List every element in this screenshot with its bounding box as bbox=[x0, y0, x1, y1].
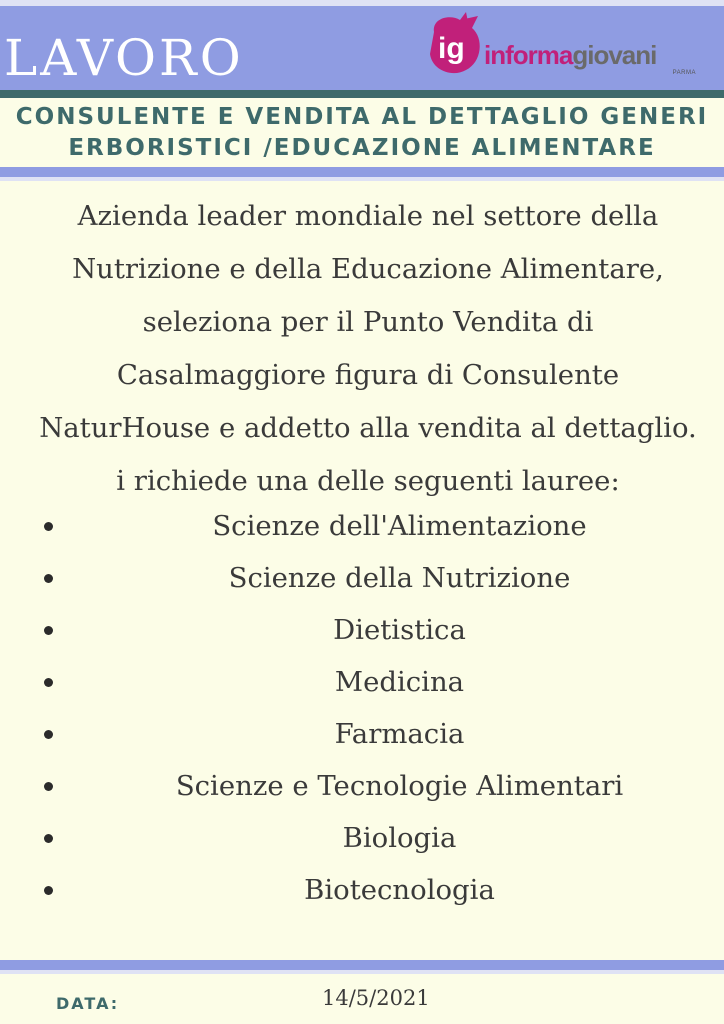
section-title: LAVORO bbox=[4, 29, 244, 87]
bullet-icon bbox=[44, 886, 53, 895]
bullet-icon bbox=[44, 522, 53, 531]
date-value: 14/5/2021 bbox=[322, 986, 430, 1010]
date-label: DATA: bbox=[56, 994, 120, 1013]
degree-label: Scienze e Tecnologie Alimentari bbox=[175, 770, 624, 802]
divider-light-bottom bbox=[0, 970, 724, 974]
description-line: Azienda leader mondiale nel settore della bbox=[77, 200, 659, 232]
svg-text:ig: ig bbox=[438, 32, 465, 65]
list-item bbox=[0, 604, 724, 656]
bullet-icon bbox=[44, 834, 53, 843]
list-item bbox=[0, 864, 724, 916]
degree-label: Farmacia bbox=[334, 718, 465, 750]
description-line: i richiede una delle seguenti lauree: bbox=[116, 465, 620, 497]
divider-blue-top bbox=[0, 167, 724, 177]
logo-word-giovani: giovani bbox=[572, 40, 657, 70]
degree-label: Scienze dell'Alimentazione bbox=[212, 510, 587, 542]
bullet-icon bbox=[44, 730, 53, 739]
logo-word-informa: informa bbox=[484, 40, 573, 70]
divider-light-top bbox=[0, 177, 724, 181]
degree-label: Scienze della Nutrizione bbox=[228, 562, 571, 594]
bullet-icon bbox=[44, 782, 53, 791]
description-line: Nutrizione e della Educazione Alimentare, bbox=[72, 253, 664, 285]
degree-label: Dietistica bbox=[333, 614, 466, 646]
list-item bbox=[0, 500, 724, 552]
bullet-icon bbox=[44, 626, 53, 635]
logo-subtitle: PARMA bbox=[672, 70, 696, 76]
list-item bbox=[0, 552, 724, 604]
job-title bbox=[0, 102, 724, 164]
list-item bbox=[0, 656, 724, 708]
list-item bbox=[0, 760, 724, 812]
list-item bbox=[0, 708, 724, 760]
teal-rule bbox=[0, 90, 724, 98]
job-title-line-1: CONSULENTE E VENDITA AL DETTAGLIO GENERI bbox=[15, 104, 709, 130]
bullet-icon bbox=[44, 678, 53, 687]
degree-label: Biotecnologia bbox=[304, 874, 495, 906]
header-band bbox=[0, 6, 724, 90]
job-title-line-2: ERBORISTICI /EDUCAZIONE ALIMENTARE bbox=[68, 135, 656, 161]
list-item bbox=[0, 812, 724, 864]
divider-blue-bottom bbox=[0, 960, 724, 970]
bullet-icon bbox=[44, 574, 53, 583]
degree-label: Medicina bbox=[334, 666, 465, 698]
ig-logo-mark-icon bbox=[426, 12, 486, 78]
degree-label: Biologia bbox=[342, 822, 457, 854]
logo-wordmark bbox=[484, 40, 656, 70]
description-line: seleziona per il Punto Vendita di bbox=[142, 306, 594, 338]
informagiovani-logo bbox=[426, 12, 698, 82]
job-description bbox=[0, 190, 724, 508]
description-line: NaturHouse e addetto alla vendita al dettaglio. bbox=[39, 412, 697, 444]
degree-list bbox=[0, 500, 724, 916]
description-line: Casalmaggiore figura di Consulente bbox=[116, 359, 620, 391]
